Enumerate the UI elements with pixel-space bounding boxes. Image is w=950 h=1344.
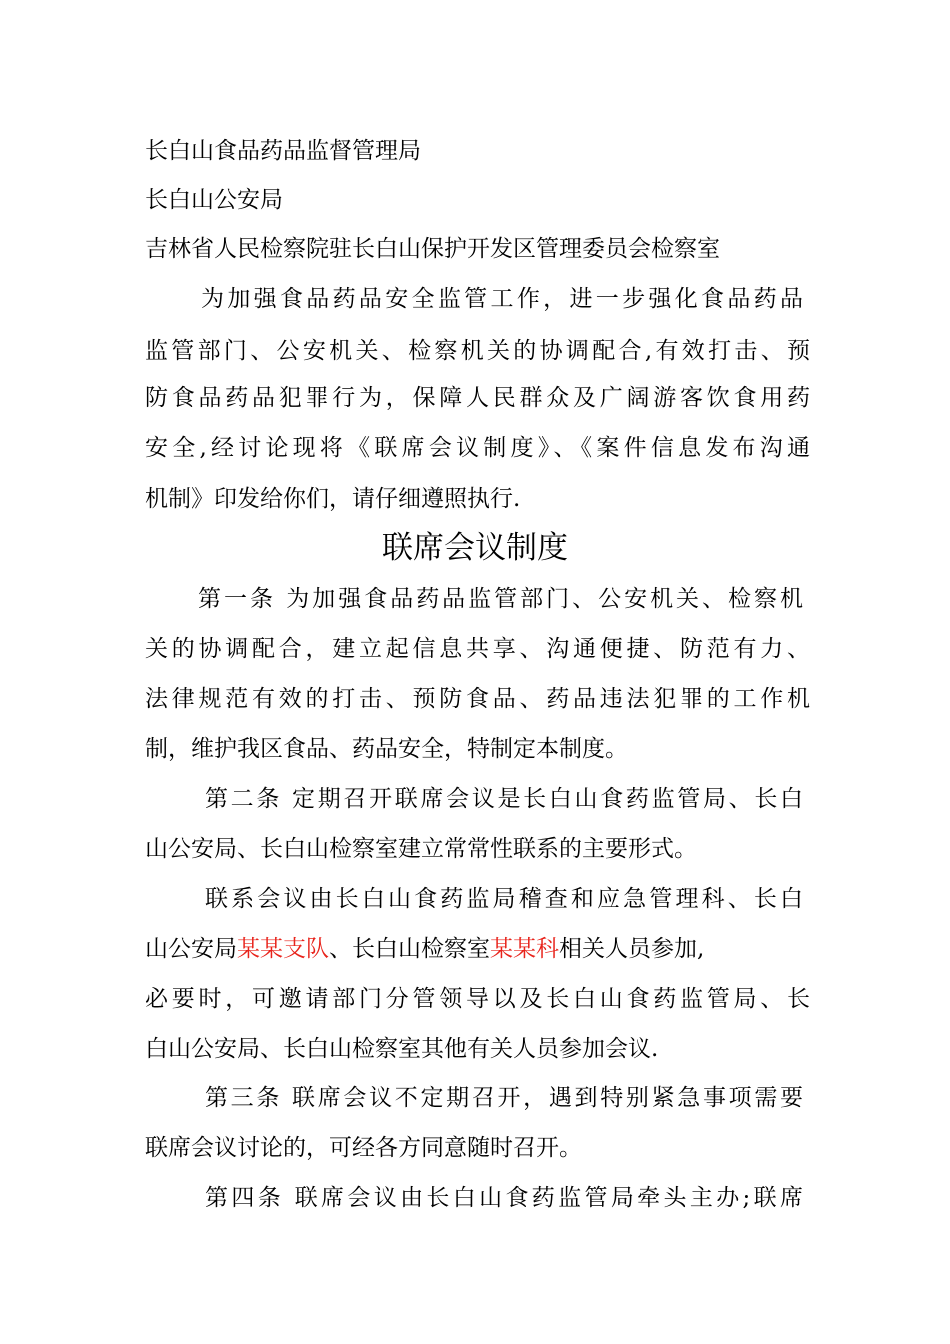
text-segment: 、长白山检察室 — [329, 936, 490, 962]
article-2-para-2-line: 白山公安局、长白山检察室其他有关人员参加会议. — [145, 1036, 659, 1062]
text-segment: 相关人员参加, — [559, 936, 705, 962]
intro-paragraph-line: 防食品药品犯罪行为，保障人民群众及广阔游客饮食用药 — [145, 385, 810, 411]
intro-paragraph-line: 为加强食品药品安全监管工作，进一步强化食品药品 — [201, 286, 803, 312]
intro-paragraph-line: 机制》印发给你们，请仔细遵照执行. — [145, 486, 521, 512]
article-1-line: 制，维护我区食品、药品安全，特制定本制度。 — [145, 736, 628, 762]
article-1-line: 关的协调配合，建立起信息共享、沟通便捷、防范有力、 — [145, 636, 810, 662]
article-2-para-2-line: 必要时，可邀请部门分管领导以及长白山食药监管局、长 — [145, 986, 810, 1012]
recipient-line: 长白山食品药品监督管理局 — [145, 138, 421, 164]
article-2-para-2-line-mixed — [145, 934, 810, 964]
intro-paragraph-line: 监管部门、公安机关、检察机关的协调配合,有效打击、预 — [145, 338, 810, 364]
highlighted-unit-name: 某某科 — [490, 936, 559, 962]
article-1-line: 法律规范有效的打击、预防食品、药品违法犯罪的工作机 — [145, 686, 810, 712]
highlighted-unit-name: 某某支队 — [237, 936, 329, 962]
article-3-line: 联席会议讨论的，可经各方同意随时召开。 — [145, 1135, 582, 1161]
text-segment: 山公安局 — [145, 936, 237, 962]
intro-paragraph-line: 安全,经讨论现将《联席会议制度》、《案件信息发布沟通 — [145, 435, 810, 461]
article-3-line: 第三条 联席会议不定期召开，遇到特别紧急事项需要 — [205, 1085, 803, 1111]
article-2-line: 第二条 定期召开联席会议是长白山食药监管局、长白 — [205, 786, 803, 812]
article-4-line: 第四条 联席会议由长白山食药监管局牵头主办;联席 — [205, 1185, 803, 1211]
article-2-para-2-line: 联系会议由长白山食药监局稽查和应急管理科、长白 — [205, 886, 803, 912]
recipient-line: 长白山公安局 — [145, 187, 283, 213]
document-title: 联席会议制度 — [382, 530, 568, 566]
article-1-line: 第一条 为加强食品药品监管部门、公安机关、检察机 — [198, 586, 803, 612]
article-2-line: 山公安局、长白山检察室建立常常性联系的主要形式。 — [145, 836, 697, 862]
recipient-line: 吉林省人民检察院驻长白山保护开发区管理委员会检察室 — [145, 236, 720, 262]
